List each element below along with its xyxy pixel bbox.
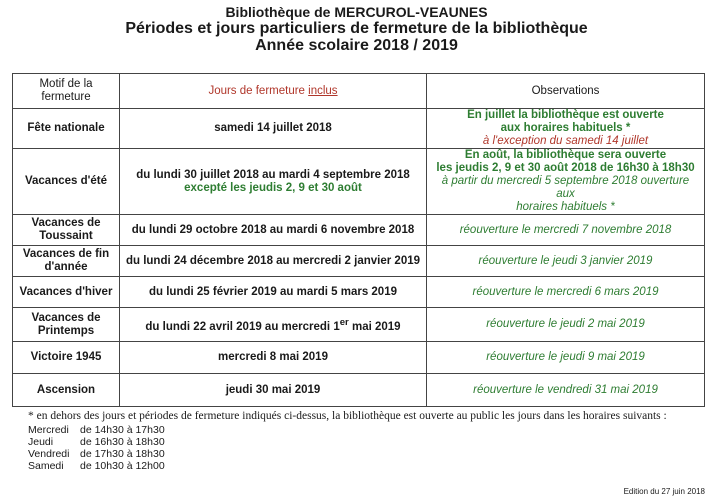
row-motif: Vacances d'été [13, 149, 120, 215]
days-suffix: mai 2019 [348, 320, 401, 333]
hours-row [28, 460, 165, 472]
row-days: du lundi 24 décembre 2018 au mercredi 2 janvier 2019 [120, 246, 427, 277]
row-days: samedi 14 juillet 2018 [120, 109, 427, 149]
obs-line: En août, la bibliothèque sera ouverte [464, 149, 667, 161]
footer-note: * en dehors des jours et périodes de fermeture indiqués ci-dessus, la bibliothèque est ouverte au public les jours dans les horaires suivants : [28, 410, 667, 422]
motif-line2: Toussaint [39, 230, 93, 242]
row-motif: Victoire 1945 [13, 342, 120, 374]
row-observations: réouverture le mercredi 7 novembre 2018 [427, 215, 705, 246]
document-title: Périodes et jours particuliers de fermeture de la bibliothèque [125, 20, 588, 37]
obs-line: à partir du mercredi 5 septembre 2018 ouverture aux [441, 175, 690, 200]
library-name: Bibliothèque de MERCUROL-VEAUNES [225, 4, 488, 20]
row-motif [13, 215, 120, 246]
motif-line2: d'année [44, 261, 88, 273]
row-motif [13, 308, 120, 342]
header-motif-line2: fermeture [41, 91, 91, 103]
obs-line: En juillet la bibliothèque est ouverte [467, 109, 664, 121]
motif-line2: Printemps [37, 324, 95, 337]
header-days-inclus: inclus [308, 84, 338, 97]
header-motif-line1: Motif de la [39, 78, 93, 90]
hours-time: de 16h30 à 18h30 [80, 436, 165, 448]
hours-row [28, 424, 165, 436]
obs-line: horaires habituels * [516, 201, 615, 213]
days-exception: excepté les jeudis 2, 9 et 30 août [184, 181, 362, 194]
row-observations: réouverture le jeudi 3 janvier 2019 [427, 246, 705, 277]
days-superscript: er [339, 316, 349, 328]
hours-day: Jeudi [28, 436, 54, 448]
row-observations: réouverture le jeudi 9 mai 2019 [427, 342, 705, 374]
row-days: mercredi 8 mai 2019 [120, 342, 427, 374]
table-row [13, 215, 705, 246]
table-row [13, 308, 705, 342]
hours-time: de 17h30 à 18h30 [80, 448, 165, 460]
header-observations: Observations [427, 74, 705, 109]
obs-exception: à l'exception du samedi 14 juillet [482, 135, 649, 147]
document-header [0, 4, 713, 55]
hours-row [28, 448, 165, 460]
hours-time: de 14h30 à 17h30 [80, 424, 165, 436]
row-observations: réouverture le jeudi 2 mai 2019 [427, 308, 705, 342]
row-motif: Vacances d'hiver [13, 277, 120, 308]
row-days [120, 308, 427, 342]
header-days-prefix: Jours de fermeture [208, 84, 309, 97]
motif-line1: Vacances de [31, 311, 101, 324]
row-motif: Fête nationale [13, 109, 120, 149]
obs-line: les jeudis 2, 9 et 30 août 2018 de 16h30 à 18h30 [436, 162, 695, 174]
row-observations [427, 149, 705, 215]
table-header-row [13, 74, 705, 109]
days-prefix: du lundi 22 avril 2019 au mercredi 1 [145, 320, 340, 333]
opening-hours [28, 424, 165, 472]
row-days: jeudi 30 mai 2019 [120, 374, 427, 407]
school-year: Année scolaire 2018 / 2019 [255, 37, 458, 54]
table-row [13, 374, 705, 407]
obs-line: aux horaires habituels * [500, 122, 631, 134]
row-motif: Ascension [13, 374, 120, 407]
table-row [13, 277, 705, 308]
hours-day: Vendredi [28, 448, 70, 460]
hours-day: Mercredi [28, 424, 69, 436]
row-days [120, 149, 427, 215]
table-row [13, 342, 705, 374]
header-days [120, 74, 427, 109]
row-observations: réouverture le mercredi 6 mars 2019 [427, 277, 705, 308]
edition-date: Edition du 27 juin 2018 [623, 487, 705, 496]
table-row [13, 246, 705, 277]
row-days: du lundi 29 octobre 2018 au mardi 6 novembre 2018 [120, 215, 427, 246]
hours-row [28, 436, 165, 448]
table-row [13, 149, 705, 215]
hours-time: de 10h30 à 12h00 [80, 460, 165, 472]
table-row [13, 109, 705, 149]
row-observations: réouverture le vendredi 31 mai 2019 [427, 374, 705, 407]
hours-day: Samedi [28, 460, 64, 472]
days-line: du lundi 30 juillet 2018 au mardi 4 septembre 2018 [136, 168, 410, 181]
row-observations [427, 109, 705, 149]
motif-line1: Vacances de [31, 217, 101, 229]
row-days: du lundi 25 février 2019 au mardi 5 mars 2019 [120, 277, 427, 308]
closures-table [12, 73, 705, 407]
header-motif [13, 74, 120, 109]
motif-line1: Vacances de fin [22, 248, 110, 260]
row-motif [13, 246, 120, 277]
